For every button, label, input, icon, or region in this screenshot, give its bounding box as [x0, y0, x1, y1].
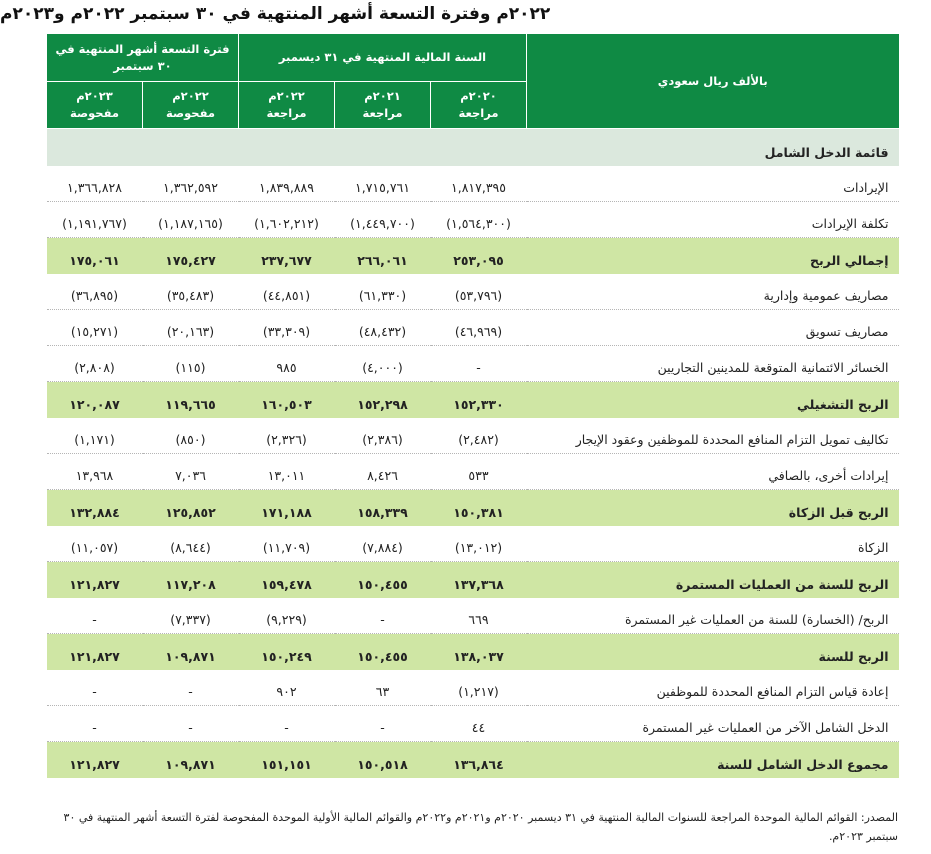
- table-cell: (١٣,٠١٢): [431, 526, 527, 562]
- table-cell: (٧,٨٨٤): [335, 526, 431, 562]
- table-cell: ٢٥٣,٠٩٥: [431, 238, 527, 274]
- row-label: الدخل الشامل الآخر من العمليات غير المستمرة: [527, 706, 899, 742]
- column-header: ٢٠٢٣م مفحوصة: [47, 82, 143, 129]
- table-cell: (١,١٧١): [47, 418, 143, 454]
- table-cell: (٨٥٠): [143, 418, 239, 454]
- source-footnote: المصدر: القوائم المالية الموحدة المراجعة للسنوات المالية المنتهية في ٣١ ديسمبر ٢٠٢٠م و٢٠٢١م و٢٠٢٢م والقوائم المالية الأولية الموحدة المفحوصة لفترة التسعة أشهر المنتهية في ٣٠ سبتمبر ٢٠٢٣م.: [63, 811, 898, 843]
- table-cell: ١٥٩,٤٧٨: [239, 562, 335, 598]
- total-row: [47, 382, 899, 418]
- table-cell: ١٥٠,٣٨١: [431, 490, 527, 526]
- column-header: ٢٠٢٠م مراجعة: [431, 82, 527, 129]
- table-cell: (٣٥,٤٨٣): [143, 274, 239, 310]
- table-cell: ١٠٩,٨٧١: [143, 634, 239, 670]
- table-cell: ١٥٢,٢٩٨: [335, 382, 431, 418]
- table-cell: (١٥,٢٧١): [47, 310, 143, 346]
- row-label: الربح التشغيلي: [527, 382, 899, 418]
- table-cell: ١٥٨,٣٣٩: [335, 490, 431, 526]
- table-row: [47, 274, 899, 310]
- table-cell: (١,٤٤٩,٧٠٠): [335, 202, 431, 238]
- table-row: [47, 598, 899, 634]
- column-header: ٢٠٢١م مراجعة: [335, 82, 431, 129]
- table-cell: ١,٣٦٦,٨٢٨: [47, 166, 143, 202]
- table-cell: (٤٤,٨٥١): [239, 274, 335, 310]
- table-cell: ٥٣٣: [431, 454, 527, 490]
- table-cell: ١٢٠,٠٨٧: [47, 382, 143, 418]
- table-cell: (٧,٣٣٧): [143, 598, 239, 634]
- table-cell: -: [47, 670, 143, 706]
- table-cell: (٢,٣٨٦): [335, 418, 431, 454]
- table-cell: ١٣٢,٨٨٤: [47, 490, 143, 526]
- page-title: ٢٠٢٢م وفترة التسعة أشهر المنتهية في ٣٠ سبتمبر ٢٠٢٢م و٢٠٢٣م: [0, 4, 551, 24]
- total-row: [47, 634, 899, 670]
- table-cell: ١٢١,٨٢٧: [47, 634, 143, 670]
- table-cell: (١,٦٠٢,٢١٢): [239, 202, 335, 238]
- table-cell: (٢٠,١٦٣): [143, 310, 239, 346]
- table-cell: (١١,٧٠٩): [239, 526, 335, 562]
- table-cell: ١٥٠,٢٤٩: [239, 634, 335, 670]
- table-cell: (٦١,٣٣٠): [335, 274, 431, 310]
- row-label: مجموع الدخل الشامل للسنة: [527, 742, 899, 778]
- table-cell: (١,١٨٧,١٦٥): [143, 202, 239, 238]
- table-cell: ٦٦٩: [431, 598, 527, 634]
- table-cell: ١٢٥,٨٥٢: [143, 490, 239, 526]
- row-label: إيرادات أخرى، بالصافي: [527, 454, 899, 490]
- table-cell: (٤,٠٠٠): [335, 346, 431, 382]
- total-row: [47, 742, 899, 778]
- table-cell: ٤٤: [431, 706, 527, 742]
- table-cell: (٢,٤٨٢): [431, 418, 527, 454]
- table-cell: (٣٦,٨٩٥): [47, 274, 143, 310]
- table-cell: -: [335, 598, 431, 634]
- table-row: [47, 310, 899, 346]
- table-cell: (١١٥): [143, 346, 239, 382]
- table-cell: -: [143, 670, 239, 706]
- table-cell: ١٦٠,٥٠٣: [239, 382, 335, 418]
- table-cell: ٩٠٢: [239, 670, 335, 706]
- table-cell: ١٥١,١٥١: [239, 742, 335, 778]
- table-row: [47, 166, 899, 202]
- table-cell: ٨,٤٢٦: [335, 454, 431, 490]
- table-cell: (٤٦,٩٦٩): [431, 310, 527, 346]
- table-cell: (٢,٣٢٦): [239, 418, 335, 454]
- table-cell: (٩,٢٢٩): [239, 598, 335, 634]
- table-cell: ١١٩,٦٦٥: [143, 382, 239, 418]
- row-label: إعادة قياس التزام المنافع المحددة للموظفين: [527, 670, 899, 706]
- table-cell: ١٣,٩٦٨: [47, 454, 143, 490]
- total-row: [47, 490, 899, 526]
- table-cell: ١٣,٠١١: [239, 454, 335, 490]
- table-cell: ١,٨١٧,٣٩٥: [431, 166, 527, 202]
- table-cell: (١,٥٦٤,٣٠٠): [431, 202, 527, 238]
- table-cell: ١٧٥,٠٦١: [47, 238, 143, 274]
- table-row: [47, 346, 899, 382]
- table-cell: (٣٣,٣٠٩): [239, 310, 335, 346]
- section-row: [47, 129, 899, 166]
- table-cell: ١٠٩,٨٧١: [143, 742, 239, 778]
- table-cell: (٥٣,٧٩٦): [431, 274, 527, 310]
- currency-label: بالألف ريال سعودي: [527, 34, 899, 129]
- table-cell: -: [143, 706, 239, 742]
- table-cell: (٤٨,٤٣٢): [335, 310, 431, 346]
- table-cell: ١٧١,١٨٨: [239, 490, 335, 526]
- row-label: الزكاة: [527, 526, 899, 562]
- table-cell: ١٣٦,٨٦٤: [431, 742, 527, 778]
- row-label: الخسائر الائتمانية المتوقعة للمدينين التجاريين: [527, 346, 899, 382]
- table-cell: ١٢١,٨٢٧: [47, 742, 143, 778]
- row-label: الإيرادات: [527, 166, 899, 202]
- table-cell: ١,٣٦٢,٥٩٢: [143, 166, 239, 202]
- table-row: [47, 526, 899, 562]
- table-row: [47, 670, 899, 706]
- table-cell: ٩٨٥: [239, 346, 335, 382]
- total-row: [47, 562, 899, 598]
- table-cell: ١٥٠,٥١٨: [335, 742, 431, 778]
- table-row: [47, 202, 899, 238]
- table-cell: (٢,٨٠٨): [47, 346, 143, 382]
- row-label: الربح/ (الخسارة) للسنة من العمليات غير المستمرة: [527, 598, 899, 634]
- column-header: ٢٠٢٢م مراجعة: [239, 82, 335, 129]
- nine-month-group-header: فترة التسعة أشهر المنتهية في ٣٠ سبتمبر: [47, 34, 239, 82]
- table-cell: ١٢١,٨٢٧: [47, 562, 143, 598]
- table-cell: -: [431, 346, 527, 382]
- table-row: [47, 418, 899, 454]
- income-statement-table: [46, 34, 899, 778]
- table-cell: ١٥٠,٤٥٥: [335, 634, 431, 670]
- table-row: [47, 454, 899, 490]
- table-cell: (٨,٦٤٤): [143, 526, 239, 562]
- table-cell: ٦٣: [335, 670, 431, 706]
- table-cell: ١٣٨,٠٣٧: [431, 634, 527, 670]
- table-cell: ٧,٠٣٦: [143, 454, 239, 490]
- table-cell: -: [239, 706, 335, 742]
- table-cell: ١٣٧,٣٦٨: [431, 562, 527, 598]
- table-cell: ١٥٢,٣٣٠: [431, 382, 527, 418]
- table-cell: ١١٧,٢٠٨: [143, 562, 239, 598]
- row-label: إجمالي الربح: [527, 238, 899, 274]
- table-cell: (١١,٠٥٧): [47, 526, 143, 562]
- fiscal-year-group-header: السنة المالية المنتهية في ٣١ ديسمبر: [239, 34, 527, 82]
- column-header: ٢٠٢٢م مفحوصة: [143, 82, 239, 129]
- table-cell: ١,٨٣٩,٨٨٩: [239, 166, 335, 202]
- table-cell: ١,٧١٥,٧٦١: [335, 166, 431, 202]
- row-label: تكلفة الإيرادات: [527, 202, 899, 238]
- table-cell: -: [47, 598, 143, 634]
- total-row: [47, 238, 899, 274]
- table-cell: ١٥٠,٤٥٥: [335, 562, 431, 598]
- row-label: مصاريف عمومية وإدارية: [527, 274, 899, 310]
- table-cell: ٢٣٧,٦٧٧: [239, 238, 335, 274]
- table-cell: (١,٢١٧): [431, 670, 527, 706]
- table-row: [47, 706, 899, 742]
- table-cell: (١,١٩١,٧٦٧): [47, 202, 143, 238]
- section-title: قائمة الدخل الشامل: [527, 129, 899, 166]
- table-cell: -: [47, 706, 143, 742]
- row-label: تكاليف تمويل التزام المنافع المحددة للموظفين وعقود الإيجار: [527, 418, 899, 454]
- table-cell: -: [335, 706, 431, 742]
- table-cell: ١٧٥,٤٢٧: [143, 238, 239, 274]
- row-label: الربح للسنة من العمليات المستمرة: [527, 562, 899, 598]
- row-label: مصاريف تسويق: [527, 310, 899, 346]
- table-cell: ٢٦٦,٠٦١: [335, 238, 431, 274]
- row-label: الربح قبل الزكاة: [527, 490, 899, 526]
- row-label: الربح للسنة: [527, 634, 899, 670]
